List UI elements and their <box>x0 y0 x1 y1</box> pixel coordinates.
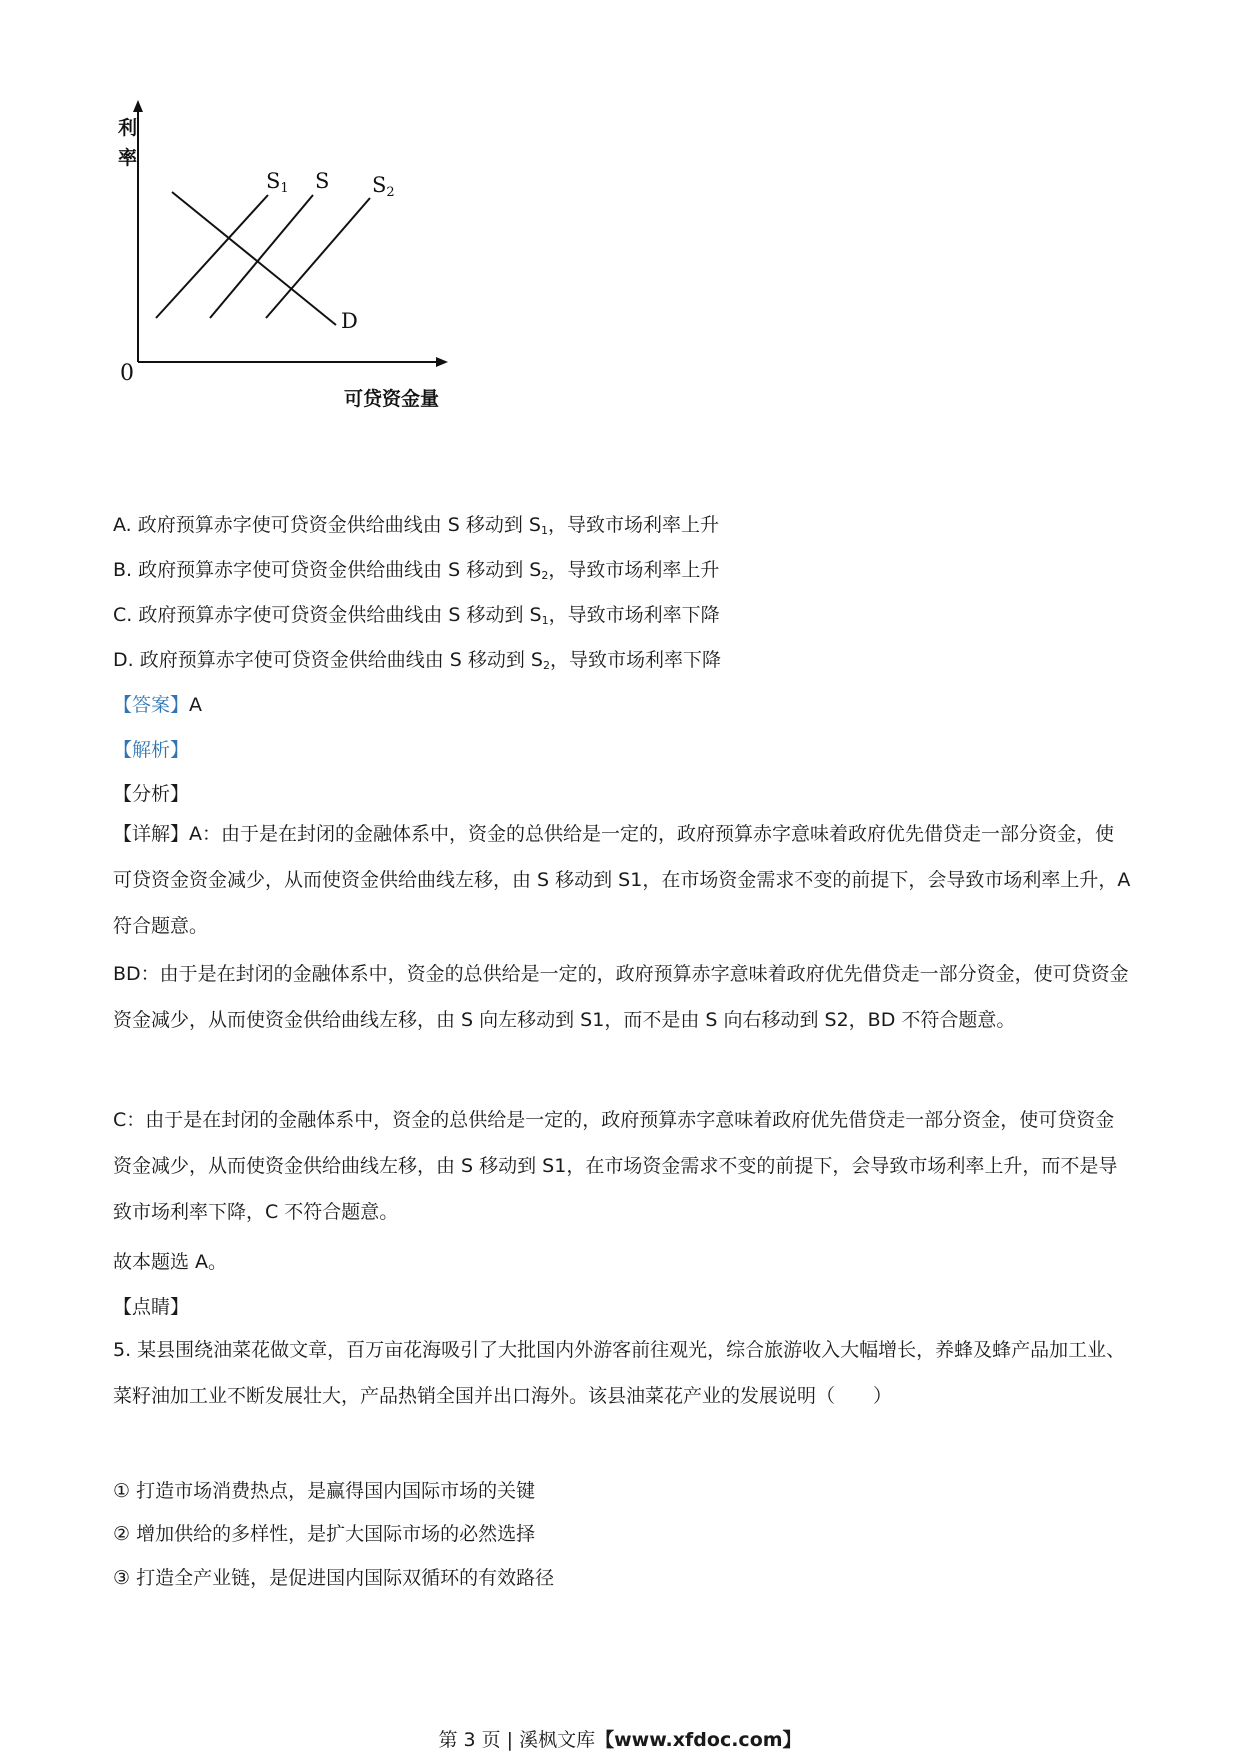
x-axis-arrow <box>436 357 448 367</box>
detail-text: A：由于是在封闭的金融体系中，资金的总供给是一定的，政府预算赤字意味着政府优先借贷走一部分资金，使可贷资金资金减少，从而使资金供给曲线左移，由 S 移动到 S1，在市场资金需求不变的前提下，会导致市场利率上升，A 符合题意。 <box>113 823 1131 937</box>
option-text-after: ，导致市场利率下降 <box>549 649 721 671</box>
option-b <box>113 558 719 588</box>
option-subscript: 2 <box>541 569 549 582</box>
option-letter: B. <box>113 559 133 581</box>
page-footer <box>0 1728 1240 1752</box>
option-text: 政府预算赤字使可贷资金供给曲线由 S 移动到 S <box>139 649 543 671</box>
fenxi-label: 【分析】 <box>113 783 190 805</box>
y-axis-label-char-2: 率 <box>118 147 138 169</box>
x-axis-label: 可贷资金量 <box>344 388 440 410</box>
option-letter: A. <box>113 514 132 536</box>
option-subscript: 2 <box>542 659 550 672</box>
q5-item-1: ① 打造市场消费热点，是赢得国内国际市场的关键 <box>113 1480 536 1502</box>
curve-label-d: D <box>341 309 358 333</box>
conclusion: 故本题选 A。 <box>113 1251 228 1273</box>
detail-paragraph-bd: BD：由于是在封闭的金融体系中，资金的总供给是一定的，政府预算赤字意味着政府优先借贷走一部分资金，使可贷资金资金减少，从而使资金供给曲线左移，由 S 向左移动到 S1，而不是由 S 向右移动到 S2，BD 不符合题意。 <box>113 963 1129 1031</box>
detail-paragraph-a <box>113 811 1131 949</box>
answer-line <box>113 693 202 717</box>
option-text: 政府预算赤字使可贷资金供给曲线由 S 移动到 S <box>137 514 541 536</box>
origin-label: 0 <box>120 361 134 386</box>
curve-label-s1: S1 <box>266 169 289 196</box>
option-text: 政府预算赤字使可贷资金供给曲线由 S 移动到 S <box>138 559 542 581</box>
y-axis-arrow <box>133 100 143 112</box>
option-text-after: ，导致市场利率下降 <box>548 604 720 626</box>
option-d <box>113 648 721 678</box>
option-subscript: 1 <box>541 524 548 537</box>
detail-label: 【详解】 <box>113 823 190 845</box>
q5-item-2: ② 增加供给的多样性，是扩大国际市场的必然选择 <box>113 1523 536 1545</box>
question-5: 5. 某县围绕油菜花做文章，百万亩花海吸引了大批国内外游客前往观光，综合旅游收入大幅增长，养蜂及蜂产品加工业、菜籽油加工业不断发展壮大，产品热销全国并出口海外。该县油菜花产业的发展说明（ ） <box>113 1339 1126 1407</box>
footer-text: 第 3 页 | 溪枫文库 <box>438 1729 596 1751</box>
answer-value: A <box>189 694 203 716</box>
y-axis-label-char-1: 利 <box>118 117 138 139</box>
curve-label-s2: S2 <box>372 173 395 200</box>
q5-item-3: ③ 打造全产业链，是促进国内国际双循环的有效路径 <box>113 1567 555 1589</box>
option-letter: D. <box>113 649 134 671</box>
option-text-after: ，导致市场利率上升 <box>548 514 720 536</box>
option-subscript: 1 <box>541 614 549 627</box>
supply-curve-s2 <box>266 198 370 318</box>
option-a <box>113 513 719 543</box>
analysis-label: 【解析】 <box>113 739 190 761</box>
dianjing-label: 【点睛】 <box>113 1296 190 1318</box>
option-text: 政府预算赤字使可贷资金供给曲线由 S 移动到 S <box>138 604 542 626</box>
option-letter: C. <box>113 604 133 626</box>
footer-brand-link[interactable]: 【www.xfdoc.com】 <box>595 1729 802 1751</box>
diagram-svg <box>110 100 510 470</box>
option-c <box>113 603 720 633</box>
detail-paragraph-c: C：由于是在封闭的金融体系中，资金的总供给是一定的，政府预算赤字意味着政府优先借贷走一部分资金，使可贷资金资金减少，从而使资金供给曲线左移，由 S 移动到 S1，在市场资金需求不变的前提下，会导致市场利率上升，而不是导致市场利率下降，C 不符合题意。 <box>113 1109 1118 1223</box>
loanable-funds-diagram <box>110 100 510 470</box>
answer-label: 【答案】 <box>113 694 190 716</box>
demand-curve-d <box>172 192 336 325</box>
option-text-after: ，导致市场利率上升 <box>548 559 720 581</box>
curve-label-s: S <box>315 169 330 193</box>
supply-curve-s <box>210 195 313 318</box>
